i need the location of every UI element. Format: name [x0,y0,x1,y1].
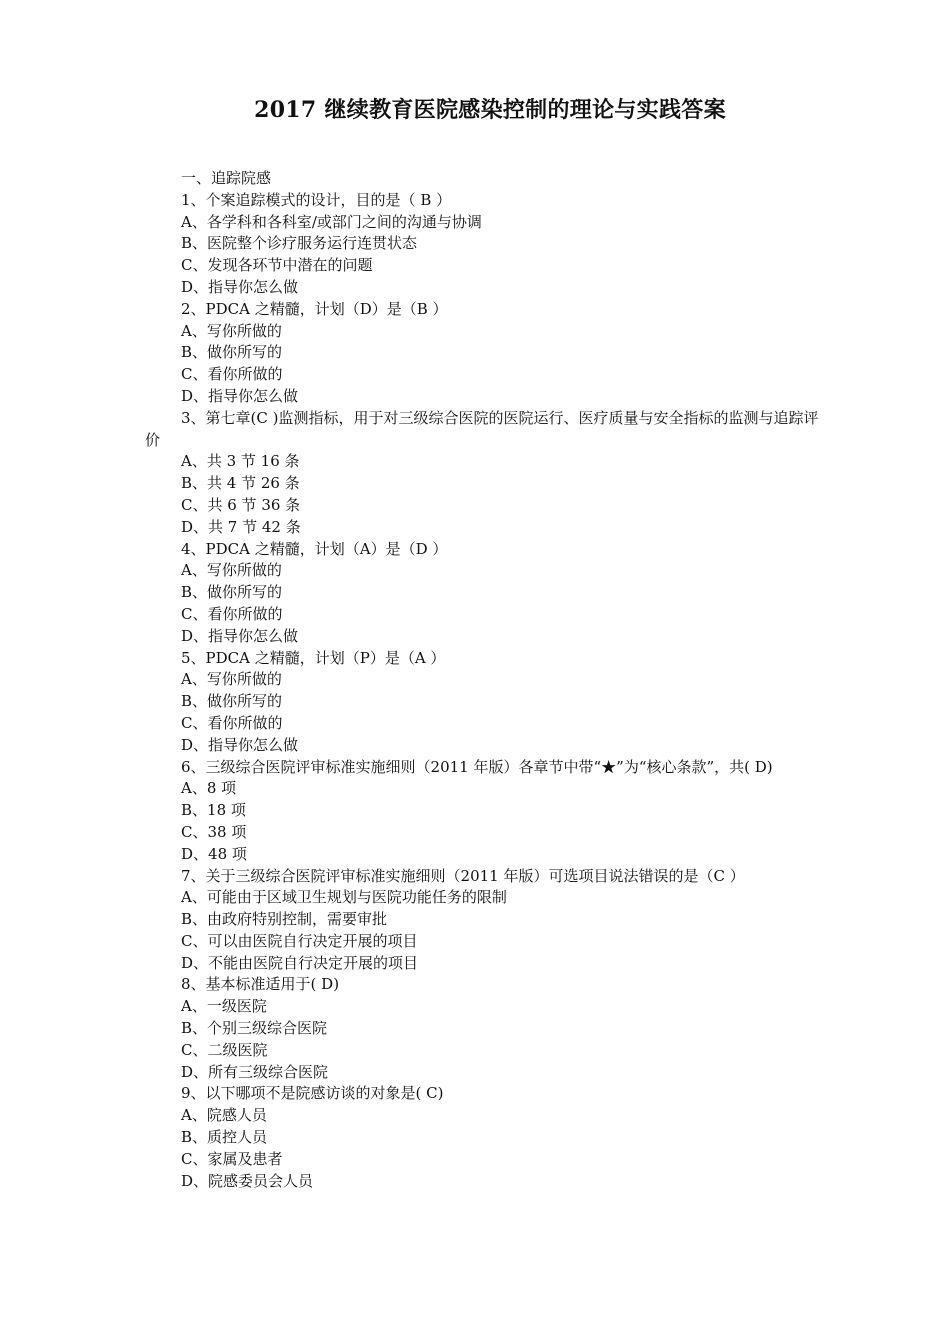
option-b: B、18 项 [181,801,246,820]
option-b: B、由政府特别控制，需要审批 [181,910,388,929]
question-text: 9、以下哪项不是院感访谈的对象是( C) [181,1084,444,1103]
question-text: 6、三级综合医院评审标准实施细则（2011 年版）各章节中带“★”为“核心条款”，共( D) [181,757,773,776]
option-a: A、可能由于区域卫生规划与医院功能任务的限制 [181,888,507,907]
option-d: D、院感委员会人员 [181,1171,314,1190]
document-body [145,168,820,1192]
option-a: A、写你所做的 [181,561,282,580]
question-text: 3、第七章(C )监测指标，用于对三级综合医院的医院运行、医疗质量与安全指标的监测与追踪评价 [145,408,819,449]
option-c: C、发现各环节中潜在的问题 [181,256,373,275]
option-c: C、可以由医院自行决定开展的项目 [181,931,418,950]
question-block [145,757,820,866]
option-b: B、个别三级综合医院 [181,1019,328,1038]
question-block [145,299,820,408]
option-a: A、各学科和各科室/或部门之间的沟通与协调 [181,212,482,231]
option-b: B、医院整个诊疗服务运行连贯状态 [181,234,418,253]
question-text: 2、PDCA 之精髓，计划（D）是（B ） [181,299,448,318]
question-text: 8、基本标准适用于( D) [181,975,340,994]
option-c: C、看你所做的 [181,713,283,732]
option-c: C、共 6 节 36 条 [181,495,301,514]
option-a: A、8 项 [181,779,237,798]
option-b: B、共 4 节 26 条 [181,474,300,493]
option-b: B、做你所写的 [181,692,283,711]
option-c: C、家属及患者 [181,1149,283,1168]
question-block [145,866,820,975]
option-a: A、院感人员 [181,1106,267,1125]
question-block [145,648,820,757]
option-a: A、一级医院 [181,997,267,1016]
question-text: 1、个案追踪模式的设计，目的是（ B ） [181,190,452,209]
option-c: C、二级医院 [181,1040,268,1059]
section-heading: 一、追踪院感 [181,169,272,187]
question-block [145,408,820,539]
option-d: D、指导你怎么做 [181,277,299,296]
option-d: D、共 7 节 42 条 [181,517,301,536]
document-title: 2017 继续教育医院感染控制的理论与实践答案 [254,97,726,123]
question-block [145,1083,820,1192]
option-c: C、看你所做的 [181,365,283,384]
option-a: A、写你所做的 [181,670,282,689]
option-d: D、48 项 [181,844,247,863]
option-c: C、38 项 [181,822,247,841]
question-block [145,190,820,299]
option-a: A、写你所做的 [181,321,282,340]
option-c: C、看你所做的 [181,604,283,623]
question-block [145,539,820,648]
question-text: 7、关于三级综合医院评审标准实施细则（2011 年版）可选项目说法错误的是（C ） [181,866,745,885]
option-b: B、做你所写的 [181,583,283,602]
option-b: B、质控人员 [181,1128,268,1147]
option-b: B、做你所写的 [181,343,283,362]
question-block [145,974,820,1083]
option-a: A、共 3 节 16 条 [181,452,300,471]
question-text: 4、PDCA 之精髓，计划（A）是（D ） [181,539,448,558]
option-d: D、指导你怎么做 [181,626,299,645]
option-d: D、所有三级综合医院 [181,1062,329,1081]
option-d: D、不能由医院自行决定开展的项目 [181,953,419,972]
option-d: D、指导你怎么做 [181,735,299,754]
option-d: D、指导你怎么做 [181,386,299,405]
question-text: 5、PDCA 之精髓，计划（P）是（A ） [181,648,446,667]
